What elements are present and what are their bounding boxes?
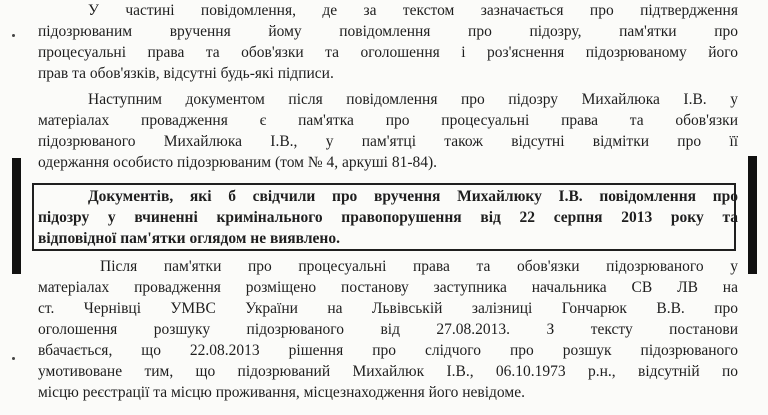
left-margin-bar [12, 158, 21, 274]
highlighted-line: відповідної пам'ятки оглядом не виявлено. [38, 230, 340, 247]
paragraph-line: процесуальні права та обов'язки та оголошення і роз'яснення підозрюваному його [38, 44, 738, 61]
paragraph-line: прав та обов'язків, відсутні будь-які підписи. [38, 65, 334, 82]
highlighted-line: Документів, які б свідчили про вручення Михайлюку І.В. повідомлення про [88, 188, 738, 205]
paragraph-line: матеріалах провадження розміщено постанову заступника начальника СВ ЛВ на [38, 279, 738, 296]
margin-mark [12, 34, 15, 37]
margin-mark [12, 357, 15, 360]
paragraph-line: Після пам'ятки про процесуальні права та обов'язки підозрюваного у [100, 258, 738, 275]
paragraph-line: Наступним документом після повідомлення про підозру Михайлюка І.В. у [88, 91, 738, 108]
paragraph-line: одержання особисто підозрюваним (том № 4, аркуші 81-84). [38, 154, 438, 171]
paragraph-line: матеріалах провадження є пам'ятка про процесуальні права та обов'язки [38, 112, 738, 129]
right-margin-bar [748, 156, 757, 274]
paragraph-line: оголошення розшуку підозрюваного від 27.08.2013. З тексту постанови [38, 321, 738, 338]
paragraph-line: ст. Чернівці УМВС України на Львівській залізниці Гончарюк В.В. про [38, 300, 738, 317]
paragraph-line: підозрюваного Михайлюка І.В., у пам'ятці також відсутні відмітки про її [38, 133, 738, 150]
paragraph-line: місцю реєстрації та місцю проживання, місцезнаходження його невідоме. [38, 384, 525, 401]
highlighted-line: підозру у вчиненні кримінального правопорушення від 22 серпня 2013 року та [38, 209, 738, 226]
paragraph-line: підозрюваним вручення йому повідомлення про підозру, пам'ятки про [38, 23, 738, 40]
paragraph-line: У частині повідомлення, де за текстом зазначається про підтвердження [88, 2, 738, 19]
paragraph-line: умотивоване тим, що підозрюваний Михайлюк І.В., 06.10.1973 р.н., відсутній по [38, 363, 738, 380]
paragraph-line: вбачається, що 22.08.2013 рішення про слідчого про розшук підозрюваного [38, 342, 738, 359]
